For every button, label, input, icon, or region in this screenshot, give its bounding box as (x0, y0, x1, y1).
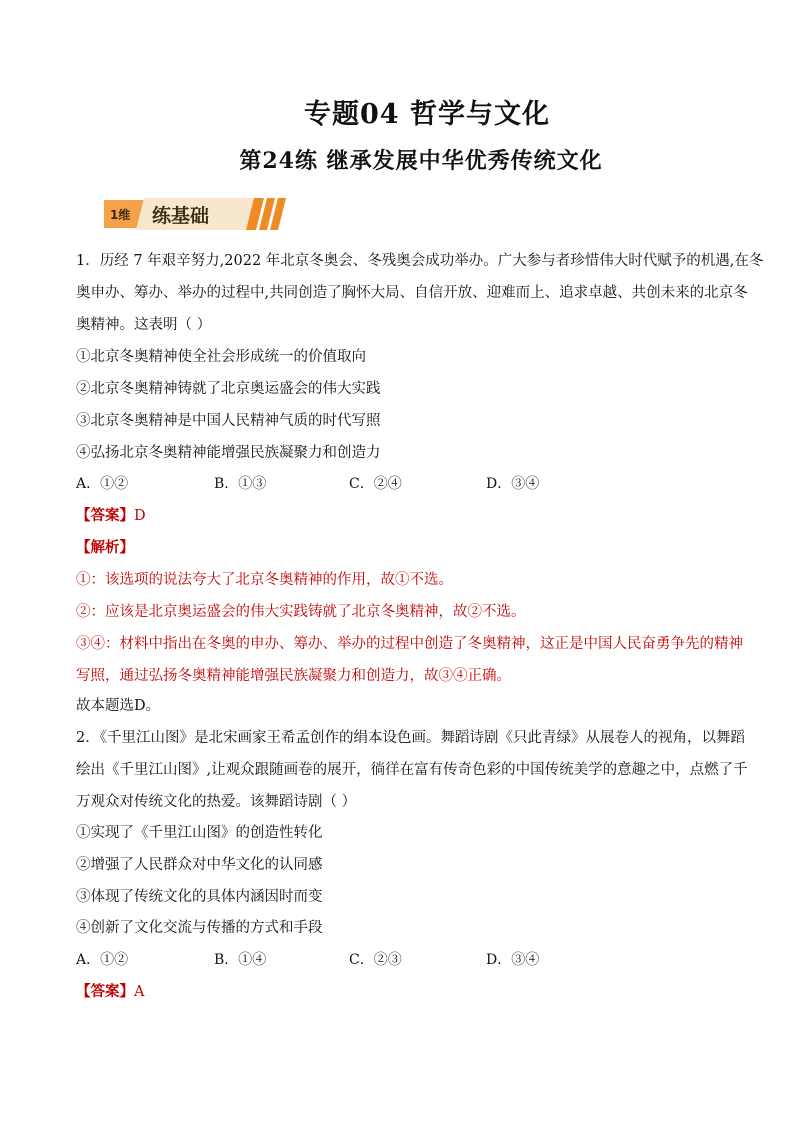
q1-analysis-line-4: 写照，通过弘扬冬奥精神能增强民族凝聚力和创造力，故③④正确。 (76, 668, 511, 684)
q1-item-1: ①北京冬奥精神使全社会形成统一的价值取向 (76, 349, 366, 365)
q2-answer-tag: 【答案】 (76, 983, 134, 1000)
q1-analysis-line-2: ②：应该是北京奥运盛会的伟大实践铸就了北京冬奥精神，故②不选。 (76, 604, 526, 620)
q2-item-1: ①实现了《千里江山图》的创造性转化 (76, 825, 323, 841)
q1-conclusion: 故本题选D。 (76, 698, 161, 714)
q1-analysis-line-1: ①：该选项的说法夸大了北京冬奥精神的作用，故①不选。 (76, 572, 453, 588)
q2-answer-value: A (134, 984, 145, 1000)
q1-stem-line-2: 奥申办、筹办、举办的过程中,共同创造了胸怀大局、自信开放、迎难而上、追求卓越、共创未来的北京冬 (76, 285, 748, 301)
q1-option-a[interactable]: A．①② (76, 476, 129, 492)
badge-level: 1维 (110, 208, 131, 222)
q1-answer (76, 506, 146, 526)
q1-item-4: ④弘扬北京冬奥精神能增强民族凝聚力和创造力 (76, 445, 381, 461)
q2-answer (76, 982, 144, 1002)
q1-item-3: ③北京冬奥精神是中国人民精神气质的时代写照 (76, 413, 381, 429)
q1-analysis-line-3: ③④：材料中指出在冬奥的申办、筹办、举办的过程中创造了冬奥精神，这正是中国人民奋勇争先的精神 (76, 636, 743, 652)
page-subtitle: 第24练 继承发展中华优秀传统文化 (239, 148, 603, 174)
q2-item-2: ②增强了人民群众对中华文化的认同感 (76, 857, 323, 873)
q2-stem-line-2: 绘出《千里江山图》,让观众跟随画卷的展开，徜徉在富有传奇色彩的中国传统美学的意趣之中，点燃了千 (76, 762, 748, 778)
q2-option-d[interactable]: D．③④ (486, 952, 540, 968)
badge-label: 练基础 (152, 205, 210, 227)
section-badge (104, 192, 289, 232)
page-title: 专题04 哲学与文化 (304, 99, 550, 130)
q1-stem-line-3: 奥精神。这表明（ ） (76, 317, 212, 333)
q1-stem-line-1: 1．历经 7 年艰辛努力,2022 年北京冬奥会、冬残奥会成功举办。广大参与者珍惜伟大时代赋予的机遇,在冬 (76, 253, 764, 269)
q2-item-3: ③体现了传统文化的具体内涵因时而变 (76, 889, 323, 905)
q1-analysis-tag: 【解析】 (76, 539, 134, 556)
q2-option-c[interactable]: C．②③ (349, 952, 402, 968)
q2-stem-line-3: 万观众对传统文化的热爱。该舞蹈诗剧（ ） (76, 794, 357, 810)
q1-answer-value: D (134, 508, 146, 524)
q1-option-b[interactable]: B．①③ (214, 476, 267, 492)
q2-item-4: ④创新了文化交流与传播的方式和手段 (76, 920, 323, 936)
q1-item-2: ②北京冬奥精神铸就了北京奥运盛会的伟大实践 (76, 381, 381, 397)
q2-option-a[interactable]: A．①② (76, 952, 129, 968)
q2-stem-line-1: 2．《千里江山图》是北宋画家王希孟创作的绢本设色画。舞蹈诗剧《只此青绿》从展卷人的视角，以舞蹈 (76, 730, 745, 746)
q1-answer-tag: 【答案】 (76, 507, 134, 524)
q1-option-c[interactable]: C．②④ (349, 476, 402, 492)
q1-analysis-heading (76, 538, 134, 558)
q2-option-b[interactable]: B．①④ (214, 952, 267, 968)
q1-option-d[interactable]: D．③④ (486, 476, 540, 492)
